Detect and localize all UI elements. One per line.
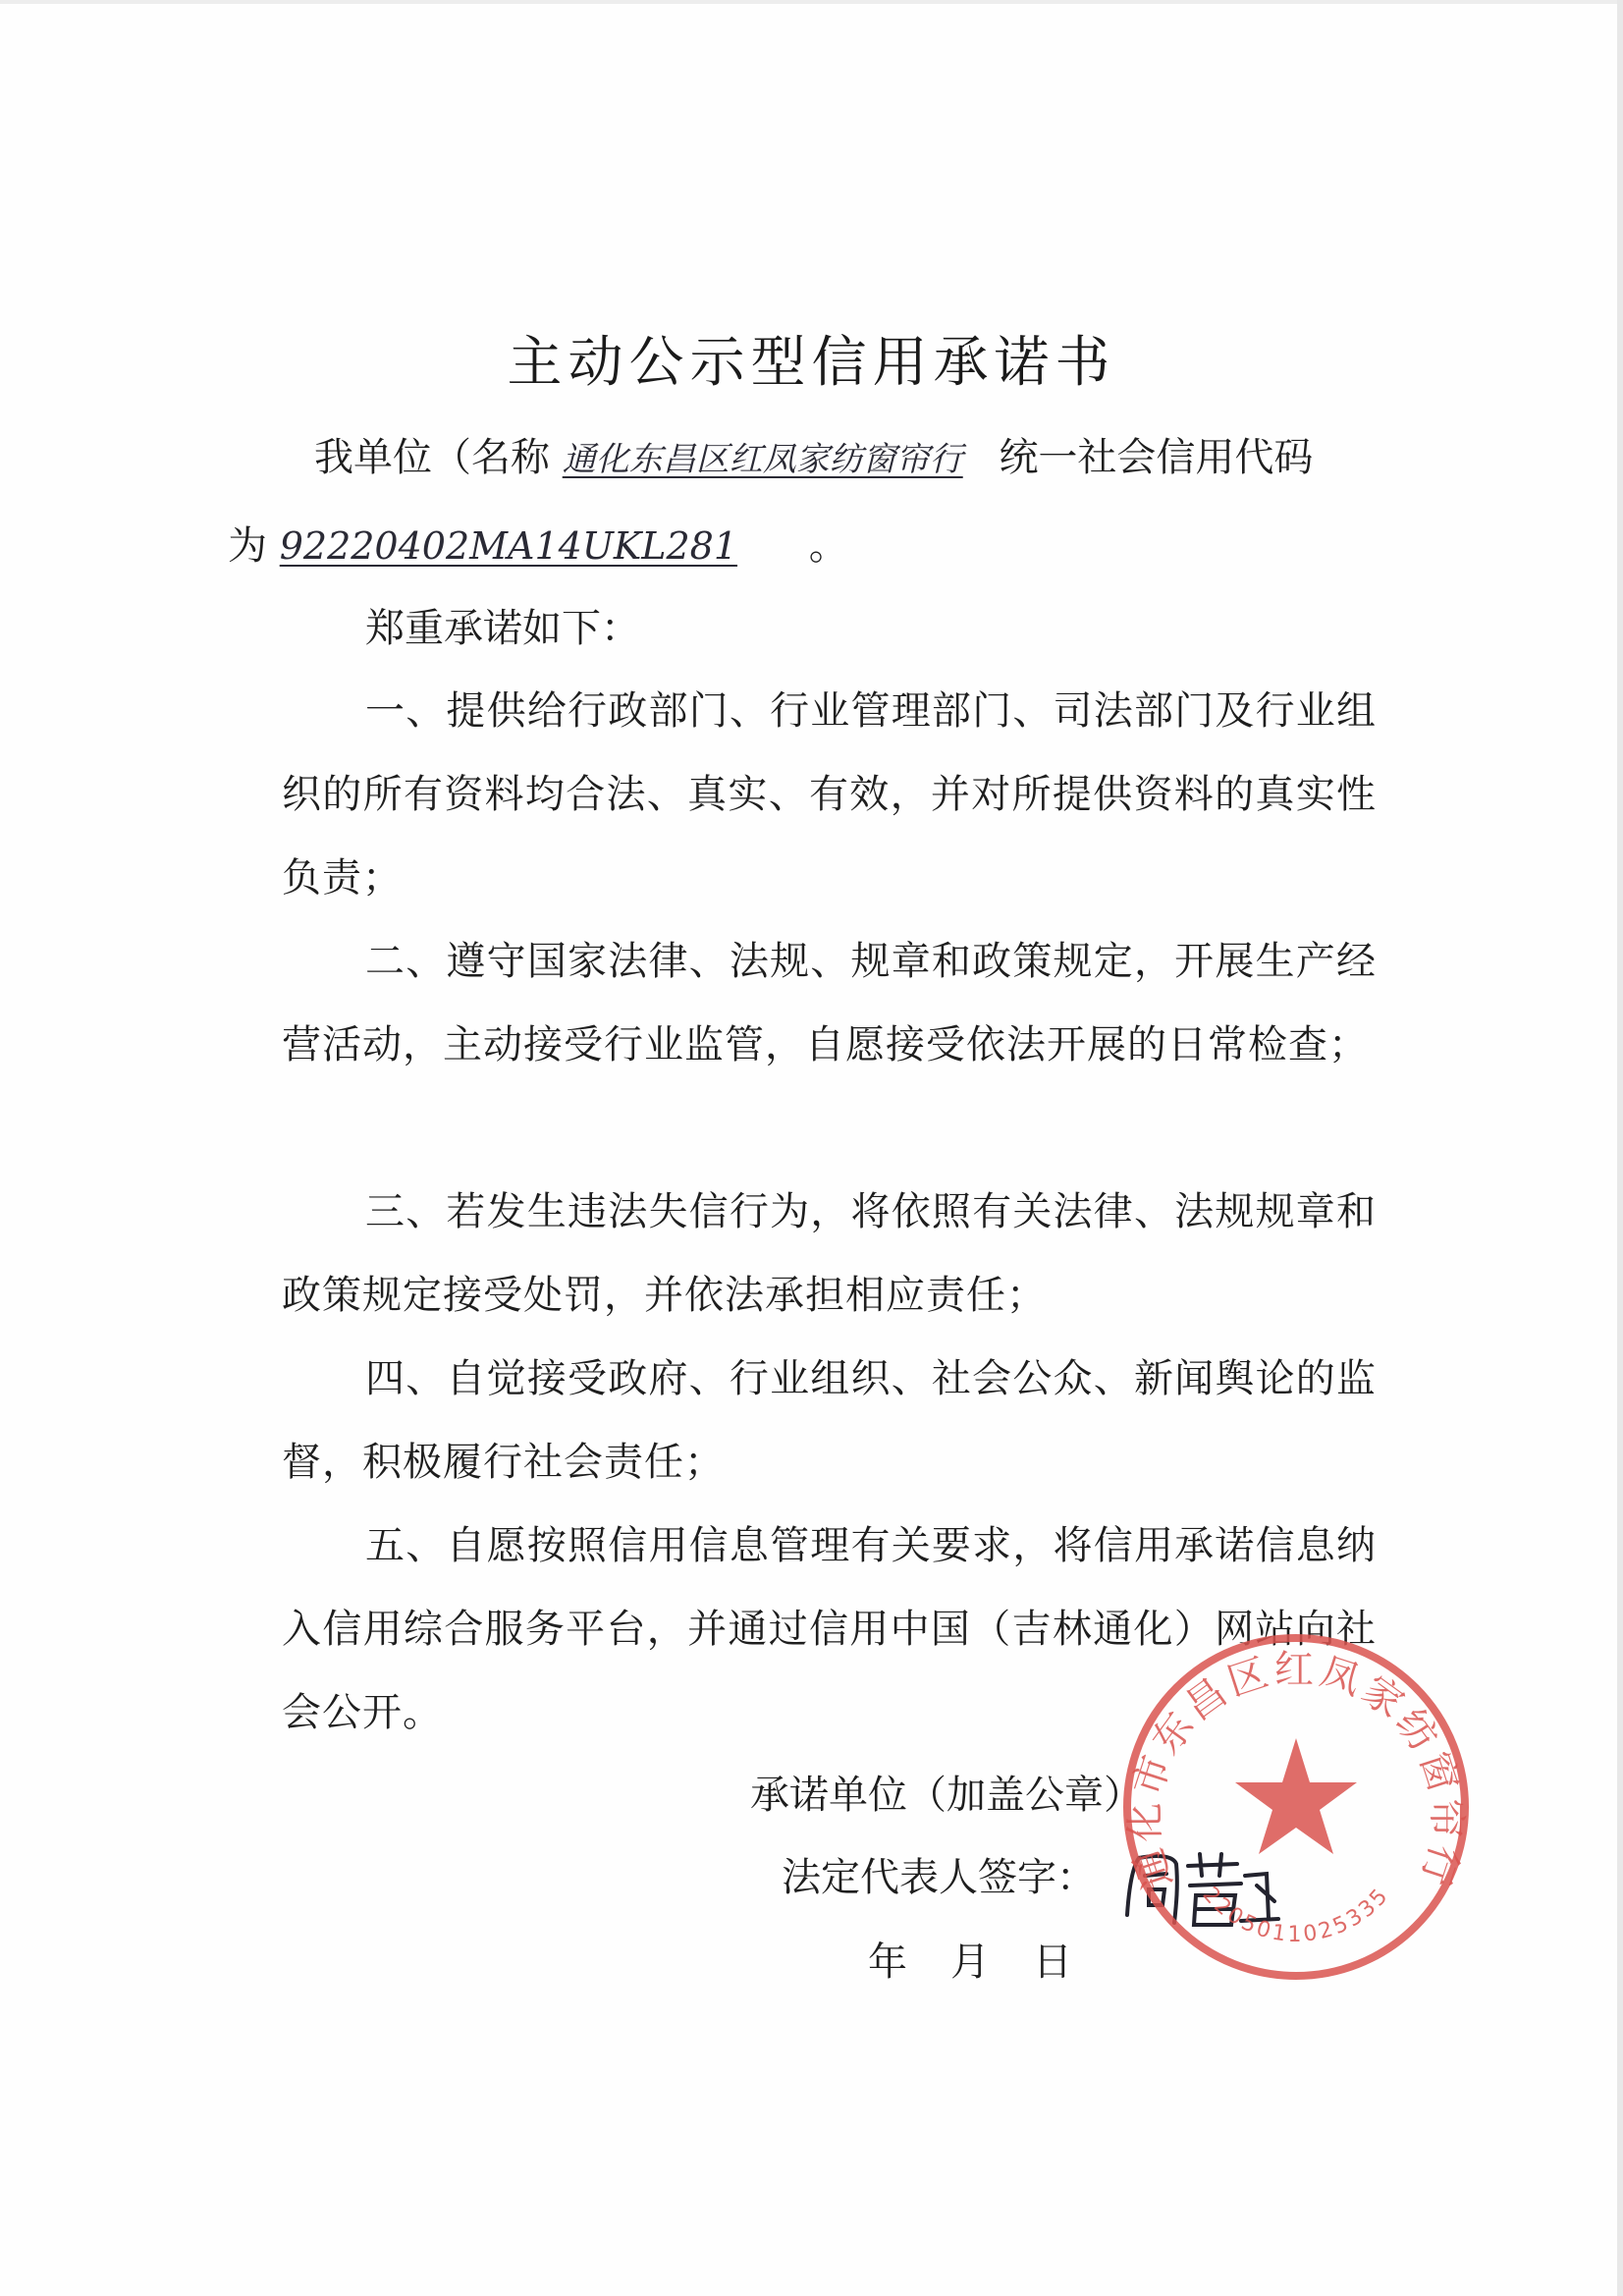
intro-prefix: 我单位（名称 xyxy=(314,435,550,480)
commitment-item-4: 四、自觉接受政府、行业组织、社会公众、新闻舆论的监督，积极履行社会责任； xyxy=(282,1356,1377,1485)
date-label: 年 月 日 xyxy=(868,1940,1074,1985)
commitment-item-3: 三、若发生违法失信行为，将依照有关法律、法规规章和政策规定接受处罚，并依法承担相应责任； xyxy=(282,1189,1377,1318)
commitment-item-1: 一、提供给行政部门、行业管理部门、司法部门及行业组织的所有资料均合法、真实、有效，并对所提供资料的真实性负责； xyxy=(282,688,1377,901)
promising-unit-label: 承诺单位（加盖公章） xyxy=(750,1773,1143,1818)
intro-line-1 xyxy=(314,430,1313,487)
unit-name-handwritten: 通化东昌区红凤家纺窗帘行 xyxy=(562,440,963,479)
lead-line: 郑重承诺如下： xyxy=(365,606,640,651)
code-prefix: 为 xyxy=(228,523,267,569)
commitment-item-5: 五、自愿按照信用信息管理有关要求，将信用承诺信息纳入信用综合服务平台，并通过信用中国（吉林通化）网站向社会公开。 xyxy=(282,1523,1377,1735)
document-title: 主动公示型信用承诺书 xyxy=(507,331,1116,395)
legal-rep-label: 法定代表人签字： xyxy=(782,1855,1096,1900)
svg-text:2205011025335: 2205011025335 xyxy=(1197,1882,1395,1947)
code-suffix: 。 xyxy=(808,523,848,569)
credit-code-handwritten: 92220402MA14UKL281 xyxy=(279,524,738,568)
intro-line-2 xyxy=(228,519,848,574)
scan-edge-top xyxy=(0,0,1623,4)
company-seal xyxy=(1109,1620,1483,1994)
credit-code-label: 统一社会信用代码 xyxy=(999,435,1314,480)
commitment-item-2: 二、遵守国家法律、法规、规章和政策规定，开展生产经营活动，主动接受行业监管，自愿接受依法开展的日常检查； xyxy=(282,939,1377,1067)
svg-text:通化市东昌区红凤家纺窗帘行: 通化市东昌区红凤家纺窗帘行 xyxy=(1122,1647,1470,1895)
